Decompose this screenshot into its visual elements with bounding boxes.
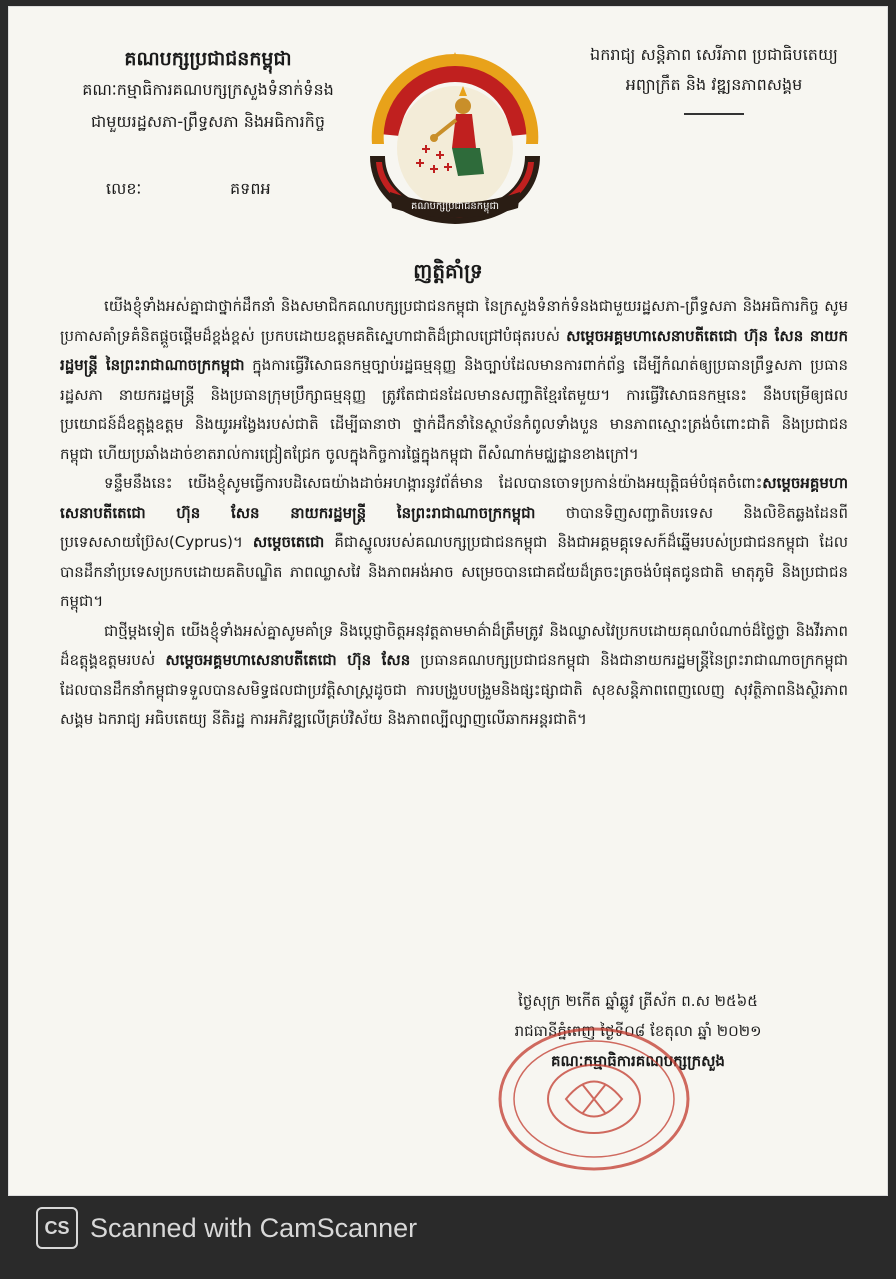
motto-line-1: ឯករាជ្យ សន្តិភាព សេរីភាព ប្រជាធិបតេយ្យ xyxy=(590,45,838,64)
motto-divider xyxy=(684,113,744,115)
paragraph-1 xyxy=(60,292,848,469)
number-value: គទពអ xyxy=(230,179,271,198)
solar-date: រាជធានីភ្នំពេញ ថ្ងៃទី០៨ ខែតុលា ឆ្នាំ ២០២១ xyxy=(514,1022,762,1040)
emblem-banner-text: គណបក្សប្រជាជនកម្ពុជា xyxy=(411,201,499,212)
paragraph-2 xyxy=(60,469,848,617)
party-emblem-icon xyxy=(360,44,550,239)
document-page xyxy=(8,6,888,1196)
emphasized-name: សម្តេចអគ្គមហាសេនាបតីតេជោ ហ៊ុន សែន xyxy=(165,651,411,669)
camscanner-footer xyxy=(36,1206,417,1250)
emphasized-name: សម្តេចអគ្គមហាសេនាបតីតេជោ ហ៊ុន សែន នាយករដ្ឋមន្ត្រី នៃព្រះរាជាណាចក្រកម្ពុជា xyxy=(60,326,848,374)
signing-org: គណៈកម្មាធិការគណបក្សក្រសួង xyxy=(551,1052,725,1070)
camscanner-logo-icon: CS xyxy=(36,1207,78,1249)
motto-line-2: អព្យាក្រឹត និង វឌ្ឍនភាពសង្គម xyxy=(625,75,803,94)
official-stamp-icon xyxy=(496,1024,692,1174)
document-title: ញត្តិគាំទ្រ xyxy=(413,259,483,283)
camscanner-text: Scanned with CamScanner xyxy=(90,1212,418,1243)
header-right xyxy=(554,40,874,119)
paragraph-3 xyxy=(60,617,848,735)
reference-number xyxy=(106,178,346,202)
party-name: គណបក្សប្រជាជនកម្ពុជា xyxy=(124,48,292,70)
paragraph-text: ប្រធានគណបក្សប្រជាជនកម្ពុជា និងជានាយករដ្ឋមន្ត្រីនៃព្រះរាជាណាចក្រកម្ពុជា ដែលបានដឹកនាំកម្ពុជាទទួលបានសមិទ្ធផលជាប្រវត្តិសាស្ត្រដូចជា ការបង្រួបបង្រួមនិងផ្សះផ្សាជាតិ សុខសន្តិភាពពេញលេញ សុវត្ថិភាពនិងស្ថិរភាពសង្គម ឯករាជ្យ អធិបតេយ្យ នីតិរដ្ឋ ការអភិវឌ្ឍលើគ្រប់វិស័យ និងភាពល្បីល្បាញលើឆាកអន្តរជាតិ។ xyxy=(60,651,848,728)
paragraph-text: ថាបានទិញសញ្ជាតិបរទេស និងលិខិតឆ្លងដែនពីប្រទេសសាយប្រ៊ែស(Cyprus)។ xyxy=(60,503,849,551)
emphasized-name: សម្តេចអគ្គមហាសេនាបតីតេជោ ហ៊ុន សែន នាយករដ្ឋមន្ត្រី នៃព្រះរាជាណាចក្រកម្ពុជា xyxy=(60,474,848,522)
committee-line-2: ជាមួយរដ្ឋសភា-ព្រឹទ្ធសភា និងអធិការកិច្ច xyxy=(91,112,325,131)
paragraph-text: ជាថ្មីម្តងទៀត យើងខ្ញុំទាំងអស់គ្នាសូមគាំទ្រ និងប្តេជ្ញាចិត្តអនុវត្តតាមមាគ៌ាដ៏ត្រឹមត្រូវ និងឈ្លាសវៃប្រកបដោយគុណបំណាច់ដ៏ថ្លៃថ្លា និងវីរភាពដ៏ឧត្តុង្គឧត្តមរបស់ xyxy=(60,621,848,669)
paragraph-text: គឺជាស្នូលរបស់គណបក្សប្រជាជនកម្ពុជា និងជាអគ្គមគ្គុទេសក៍ដ៏ឆ្នើមរបស់ប្រជាជនកម្ពុជា ដែលបានដឹកនាំប្រទេសប្រកបដោយគតិបណ្ឌិត ភាពឈ្លាសវៃ និងភាពអង់អាច សម្រេចបានជោគជ័យដ៏ត្រចះត្រចង់បំផុតជូនជាតិ មាតុភូមិ និងប្រជាជនកម្ពុជា។ xyxy=(60,533,848,610)
document-body xyxy=(60,292,848,735)
lunar-date: ថ្ងៃសុក្រ ២កើត ឆ្នាំឆ្លូវ ត្រីស័ក ព.ស ២៥៦៥ xyxy=(518,992,758,1010)
paragraph-text: យើងខ្ញុំទាំងអស់គ្នាជាថ្នាក់ដឹកនាំ និងសមាជិកគណបក្សប្រជាជនកម្ពុជា នៃក្រសួងទំនាក់ទំនងជាមួយរដ្ឋសភា-ព្រឹទ្ធសភា និងអធិការកិច្ច សូមប្រកាសគាំទ្រគំនិតផ្តួចផ្តើមដ៏ខ្ពង់ខ្ពស់ ប្រកបដោយឧត្តមគតិស្នេហាជាតិដ៏ជ្រាលជ្រៅបំផុតរបស់ xyxy=(60,297,848,345)
committee-line-1: គណៈកម្មាធិការគណបក្សក្រសួងទំនាក់ទំនង xyxy=(82,80,334,99)
emphasized-name: សម្តេចតេជោ xyxy=(252,533,325,551)
paragraph-text: ទន្ទឹមនឹងនេះ យើងខ្ញុំសូមធ្វើការបដិសេធយ៉ាងដាច់អហង្ការនូវព័ត៌មាន ដែលបានចោទប្រកាន់យ៉ាងអយុត្តិធម៌បំផុតចំពោះ xyxy=(104,474,763,492)
header-left xyxy=(48,44,368,138)
number-label: លេខៈ xyxy=(106,179,142,198)
paragraph-text: ក្នុងការធ្វើវិសោធនកម្មច្បាប់រដ្ឋធម្មនុញ្ញ និងច្បាប់ដែលមានការពាក់ព័ន្ធ ដើម្បីកំណត់ឲ្យប្រធានព្រឹទ្ធសភា ប្រធានរដ្ឋសភា នាយករដ្ឋមន្ត្រី និងប្រធានក្រុមប្រឹក្សាធម្មនុញ្ញ ត្រូវតែជាជនដែលមានសញ្ជាតិខ្មែរតែមួយ។ ការធ្វើវិសោធនកម្មនេះ នឹងបម្រើឲ្យផលប្រយោជន៍ដ៏ឧត្តុង្គឧត្តម និងយូរអង្វែងរបស់ជាតិ ដើម្បីធានាថា ថ្នាក់ដឹកនាំនៃស្ថាប័នកំពូលទាំងបួន មានភាពស្មោះត្រង់ចំពោះជាតិ និងប្រជាជនកម្ពុជា ហើយប្រឆាំងដាច់ខាតរាល់ការជ្រៀតជ្រែក ចូលក្នុងកិច្ចការផ្ទៃក្នុងកម្ពុជា ពីសំណាក់មជ្ឈដ្ឋានខាងក្រៅ។ xyxy=(60,356,848,463)
